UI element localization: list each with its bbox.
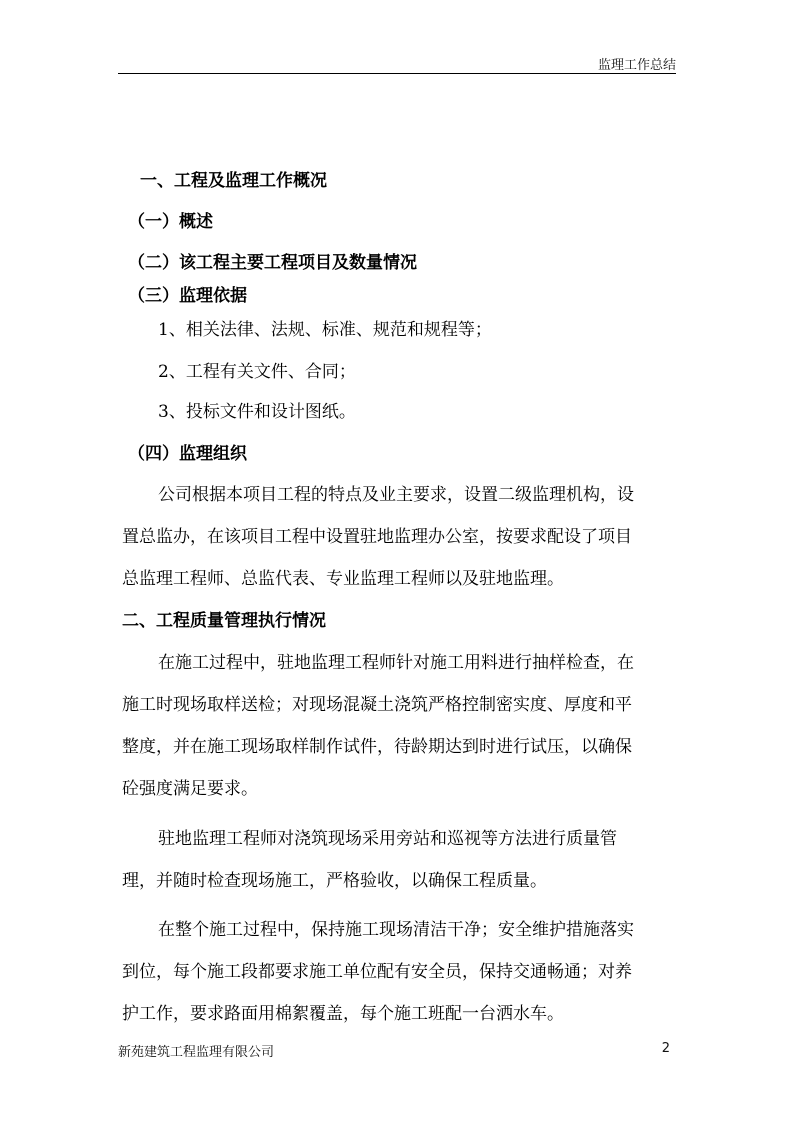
basis-item-3: 3、投标文件和设计图纸。 — [158, 402, 356, 422]
subsection-items: （二）该工程主要工程项目及数量情况 — [128, 253, 417, 273]
org-line-2: 置总监办，在该项目工程中设置驻地监理办公室，按要求配设了项目 — [122, 527, 632, 547]
quality-p1-line-4: 砼强度满足要求。 — [122, 779, 258, 799]
org-line-1: 公司根据本项目工程的特点及业主要求，设置二级监理机构，设 — [158, 485, 634, 505]
header-title: 监理工作总结 — [597, 58, 676, 73]
basis-item-2: 2、工程有关文件、合同； — [158, 362, 356, 382]
quality-p1-line-3: 整度，并在施工现场取样制作试件，待龄期达到时进行试压，以确保 — [122, 737, 632, 757]
subsection-organization: （四）监理组织 — [128, 444, 247, 464]
quality-p1-line-2: 施工时现场取样送检；对现场混凝土浇筑严格控制密实度、厚度和平 — [122, 695, 632, 715]
page-number: 2 — [661, 1041, 670, 1056]
subsection-basis: （三）监理依据 — [128, 286, 247, 306]
quality-p3-line-3: 护工作，要求路面用棉絮覆盖，每个施工班配一台洒水车。 — [122, 1004, 564, 1024]
footer-company: 新苑建筑工程监理有限公司 — [118, 1045, 275, 1060]
quality-p1-line-1: 在施工过程中，驻地监理工程师针对施工用料进行抽样检查，在 — [158, 653, 634, 673]
quality-p2-line-1: 驻地监理工程师对浇筑现场采用旁站和巡视等方法进行质量管 — [158, 829, 617, 849]
org-line-3: 总监理工程师、总监代表、专业监理工程师以及驻地监理。 — [122, 569, 564, 589]
quality-p3-line-2: 到位，每个施工段都要求施工单位配有安全员，保持交通畅通；对养 — [122, 962, 632, 982]
section2-title: 二、工程质量管理执行情况 — [122, 611, 326, 631]
section1-title: 一、工程及监理工作概况 — [140, 171, 327, 191]
basis-item-1: 1、相关法律、法规、标准、规范和规程等； — [158, 320, 492, 340]
quality-p2-line-2: 理，并随时检查现场施工，严格验收，以确保工程质量。 — [122, 871, 547, 891]
subsection-overview: （一）概述 — [128, 212, 213, 232]
quality-p3-line-1: 在整个施工过程中，保持施工现场清洁干净；安全维护措施落实 — [158, 920, 634, 940]
header-divider — [118, 73, 676, 74]
